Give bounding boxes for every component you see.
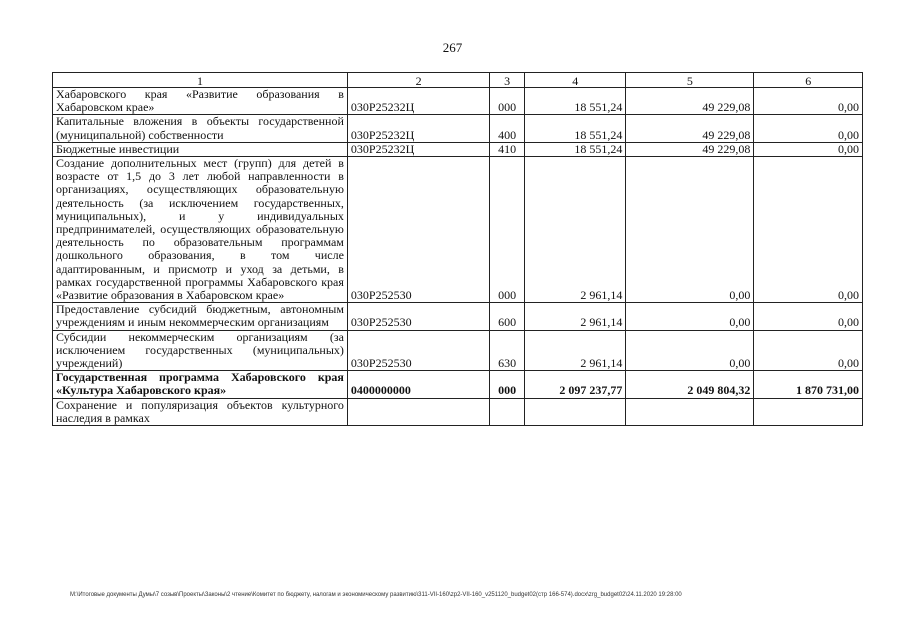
expense-type-code: 600 bbox=[490, 303, 525, 330]
target-article-code: 030P25232Ц bbox=[347, 142, 489, 156]
row-name: Создание дополнительных мест (групп) для детей в возрасте от 1,5 до 3 лет любой направленности в организациях, осуществляющих образовательную деятельность (за исключением государственных, муниципальных), и у индивидуальных предпринимателей, осуществляющих образовательную деятельность по образовательным программам дошкольного образования, в том числе адаптированным, и присмотр и уход за детьми, в рамках государственной программы Хабаровского края «Развитие образования в Хабаровском крае» bbox=[53, 157, 348, 303]
row-name: Субсидии некоммерческим организациям (за исключением государственных (муниципальных) учреждений) bbox=[53, 330, 348, 371]
column-header: 1 bbox=[53, 73, 348, 88]
amount-year-1: 18 551,24 bbox=[525, 115, 626, 142]
target-article-code: 030P252530 bbox=[347, 303, 489, 330]
target-article-code bbox=[347, 398, 489, 425]
target-article-code: 030P252530 bbox=[347, 157, 489, 303]
column-header: 4 bbox=[525, 73, 626, 88]
row-name: Бюджетные инвестиции bbox=[53, 142, 348, 156]
column-header: 2 bbox=[347, 73, 489, 88]
amount-year-2: 49 229,08 bbox=[626, 142, 754, 156]
amount-year-1: 2 097 237,77 bbox=[525, 371, 626, 398]
amount-year-1: 18 551,24 bbox=[525, 88, 626, 115]
column-header: 5 bbox=[626, 73, 754, 88]
column-header: 3 bbox=[490, 73, 525, 88]
amount-year-3: 0,00 bbox=[754, 330, 863, 371]
budget-table bbox=[52, 72, 863, 426]
row-name: Сохранение и популяризация объектов культурного наследия в рамках bbox=[53, 398, 348, 425]
amount-year-2: 0,00 bbox=[626, 157, 754, 303]
amount-year-3: 1 870 731,00 bbox=[754, 371, 863, 398]
row-name: Государственная программа Хабаровского края «Культура Хабаровского края» bbox=[53, 371, 348, 398]
amount-year-1: 2 961,14 bbox=[525, 303, 626, 330]
table-row bbox=[53, 142, 863, 156]
amount-year-3: 0,00 bbox=[754, 303, 863, 330]
target-article-code: 030P25232Ц bbox=[347, 88, 489, 115]
amount-year-2: 49 229,08 bbox=[626, 88, 754, 115]
column-header: 6 bbox=[754, 73, 863, 88]
table-row bbox=[53, 398, 863, 425]
table-row bbox=[53, 157, 863, 303]
amount-year-2: 2 049 804,32 bbox=[626, 371, 754, 398]
amount-year-2: 0,00 bbox=[626, 303, 754, 330]
expense-type-code: 000 bbox=[490, 88, 525, 115]
row-name: Хабаровского края «Развитие образования в Хабаровском крае» bbox=[53, 88, 348, 115]
document-file-path: M:\Итоговые документы Думы\7 созыв\Проекты\Законы\2 чтение\Комитет по бюджету, налогам и экономическому развитию\311-VII-160\zp2-VII-160_v251120_budget02(стр 166-574).docx\zrg_budget02\24.11.2020 19:28:00 bbox=[70, 592, 682, 598]
amount-year-3: 0,00 bbox=[754, 157, 863, 303]
target-article-code: 0400000000 bbox=[347, 371, 489, 398]
amount-year-2: 0,00 bbox=[626, 330, 754, 371]
table-row bbox=[53, 303, 863, 330]
expense-type-code bbox=[490, 398, 525, 425]
target-article-code: 030P25232Ц bbox=[347, 115, 489, 142]
target-article-code: 030P252530 bbox=[347, 330, 489, 371]
amount-year-3: 0,00 bbox=[754, 88, 863, 115]
page-number: 267 bbox=[442, 40, 463, 55]
expense-type-code: 000 bbox=[490, 157, 525, 303]
amount-year-1: 2 961,14 bbox=[525, 157, 626, 303]
expense-type-code: 400 bbox=[490, 115, 525, 142]
expense-type-code: 630 bbox=[490, 330, 525, 371]
amount-year-2: 49 229,08 bbox=[626, 115, 754, 142]
amount-year-3: 0,00 bbox=[754, 142, 863, 156]
amount-year-1: 2 961,14 bbox=[525, 330, 626, 371]
table-row bbox=[53, 330, 863, 371]
table-row bbox=[53, 115, 863, 142]
table-row bbox=[53, 88, 863, 115]
amount-year-2 bbox=[626, 398, 754, 425]
amount-year-1: 18 551,24 bbox=[525, 142, 626, 156]
table-header-row bbox=[53, 73, 863, 88]
expense-type-code: 410 bbox=[490, 142, 525, 156]
amount-year-1 bbox=[525, 398, 626, 425]
row-name: Предоставление субсидий бюджетным, автономным учреждениям и иным некоммерческим организациям bbox=[53, 303, 348, 330]
row-name: Капитальные вложения в объекты государственной (муниципальной) собственности bbox=[53, 115, 348, 142]
expense-type-code: 000 bbox=[490, 371, 525, 398]
amount-year-3: 0,00 bbox=[754, 115, 863, 142]
table-row-program-total bbox=[53, 371, 863, 398]
amount-year-3 bbox=[754, 398, 863, 425]
